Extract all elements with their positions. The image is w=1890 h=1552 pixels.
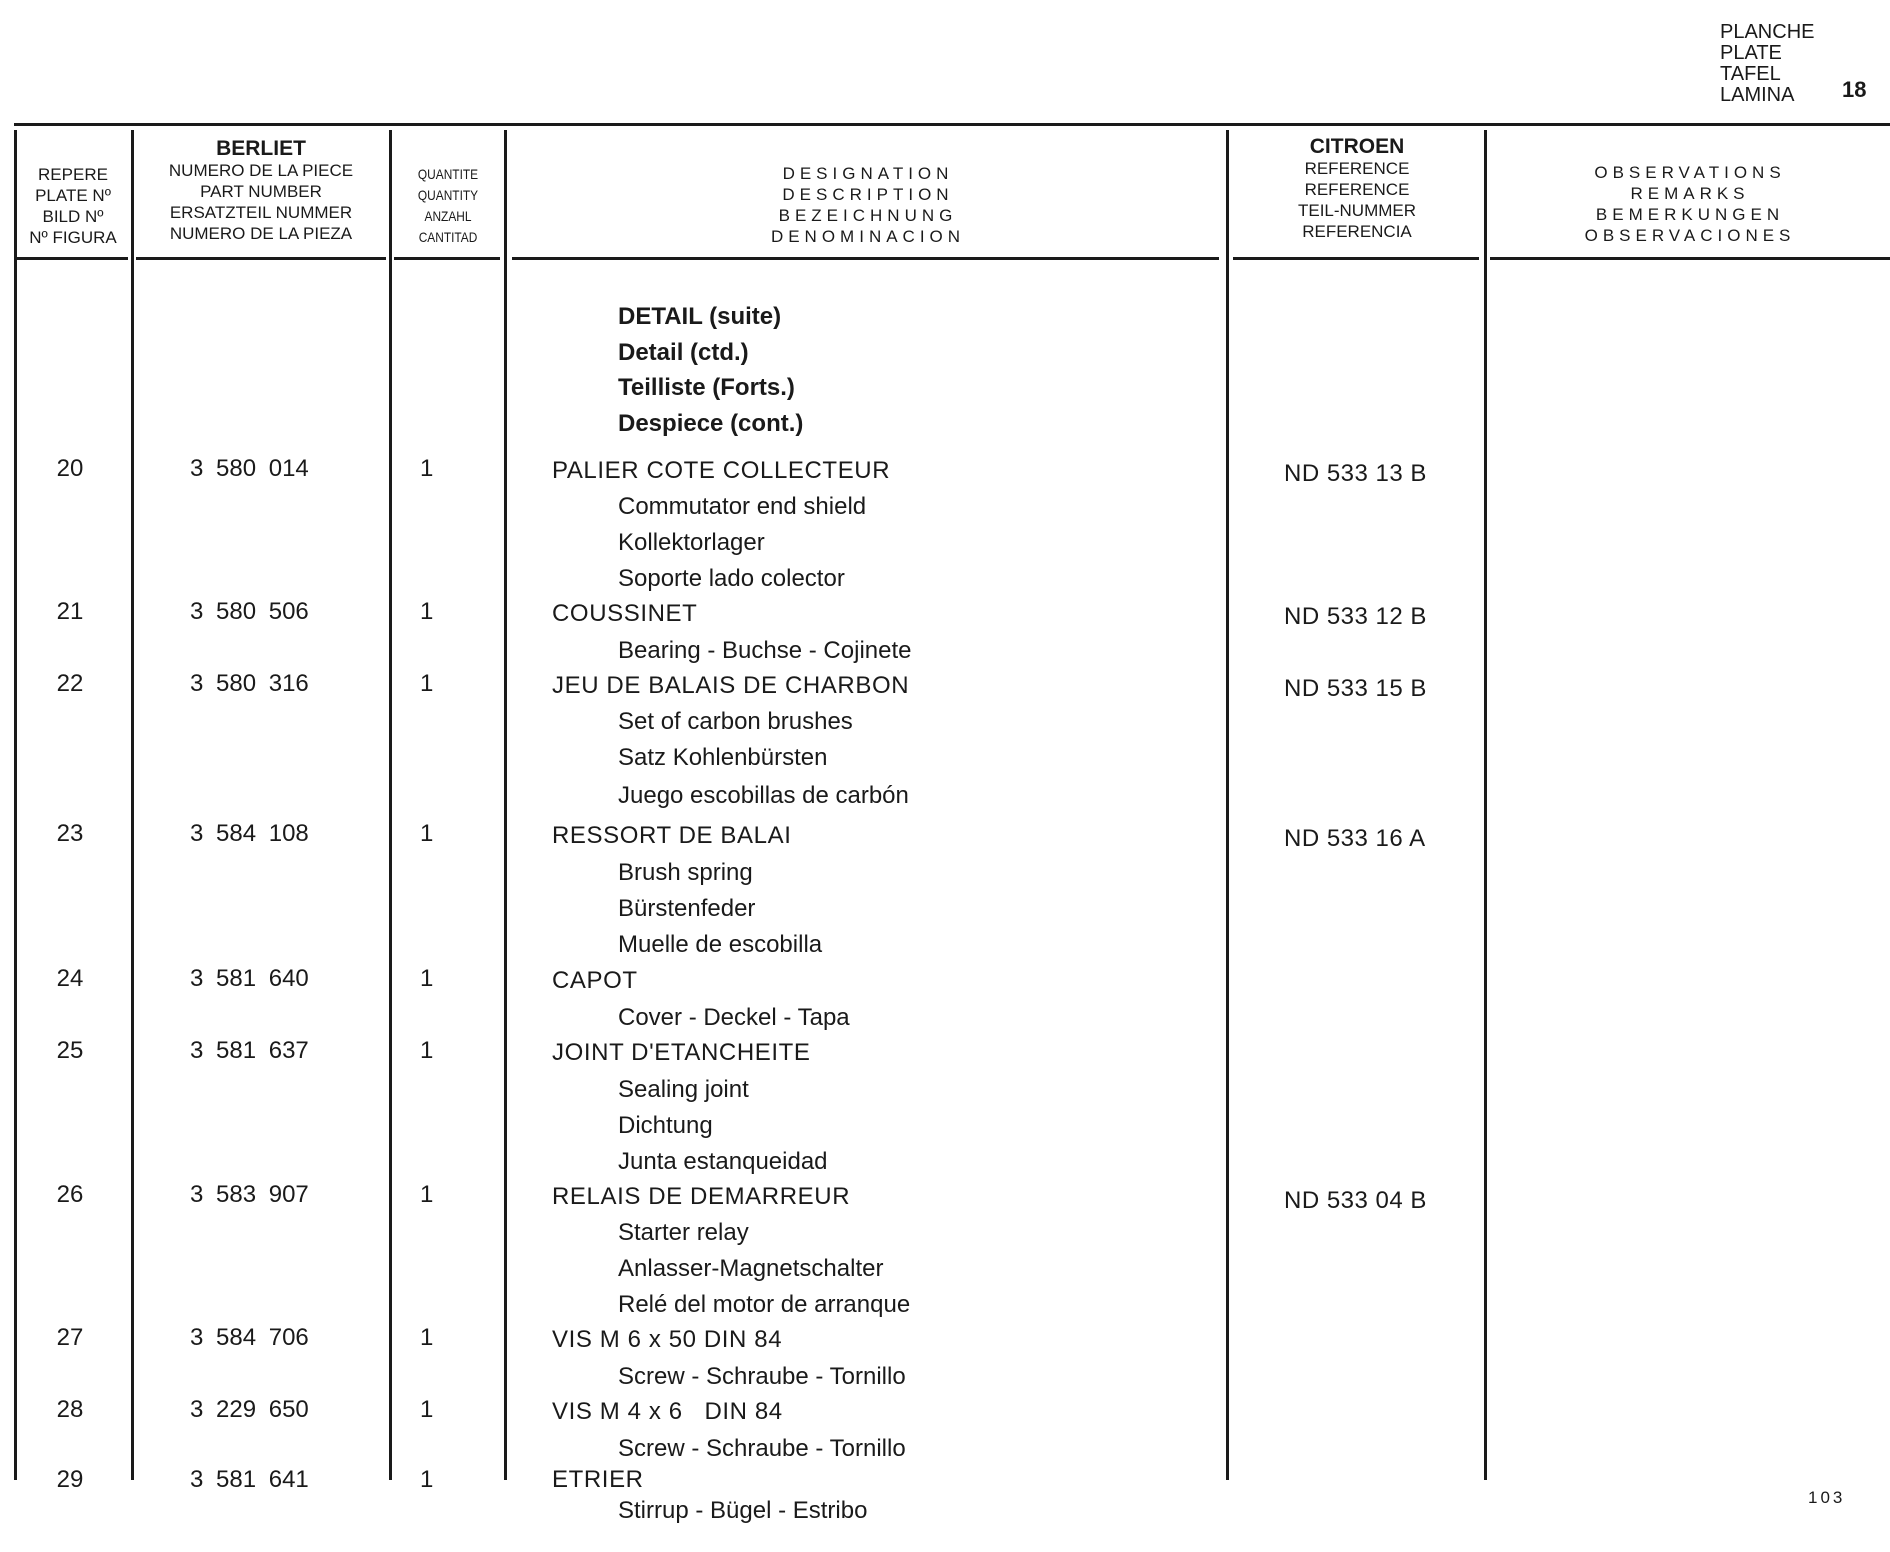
header-line: OBSERVACIONES	[1584, 226, 1796, 245]
header-rule	[512, 257, 1219, 260]
row-subtext: Brush spring	[618, 859, 753, 886]
header-line: ERSATZTEIL NUMMER	[169, 203, 353, 222]
header-line: DESIGNATION	[782, 164, 954, 183]
row-citroen-ref: ND 533 13 B	[1284, 460, 1427, 487]
header-line: BEZEICHNUNG	[778, 206, 958, 225]
row-subtext: Bearing - Buchse - Cojinete	[618, 637, 912, 664]
row-part-number: 3 581 637	[190, 1037, 309, 1064]
row-subtext: Anlasser-Magnetschalter	[618, 1255, 884, 1282]
column-divider	[389, 130, 392, 1480]
row-repere: 22	[56, 670, 84, 697]
row-quantity: 1	[420, 820, 434, 847]
header-line: ANZAHL	[424, 208, 472, 224]
header-rule	[136, 257, 386, 260]
header-line: CANTITAD	[418, 229, 478, 245]
header-line: REFERENCIA	[1302, 222, 1412, 241]
row-subtext: Cover - Deckel - Tapa	[618, 1004, 850, 1031]
row-part-number: 3 580 316	[190, 670, 309, 697]
row-designation: ETRIER	[552, 1466, 644, 1493]
header-line: DENOMINACION	[770, 227, 966, 246]
header-citroen	[1232, 136, 1482, 242]
plate-word: LAMINA	[1720, 84, 1795, 106]
detail-heading-de: Teilliste (Forts.)	[618, 374, 795, 401]
plate-number: 18	[1842, 77, 1867, 102]
row-subtext: Bürstenfeder	[618, 895, 756, 922]
row-repere: 25	[56, 1037, 84, 1064]
header-line: Nº FIGURA	[29, 228, 117, 247]
row-designation: VIS M 4 x 6 DIN 84	[552, 1398, 783, 1425]
row-subtext: Starter relay	[618, 1219, 749, 1246]
header-rule	[1233, 257, 1479, 260]
column-divider	[1226, 130, 1229, 1480]
row-subtext: Satz Kohlenbürsten	[618, 744, 828, 771]
row-repere: 20	[56, 455, 84, 482]
row-designation: JOINT D'ETANCHEITE	[552, 1039, 811, 1066]
header-rule	[1490, 257, 1890, 260]
row-repere: 21	[56, 598, 84, 625]
row-quantity: 1	[420, 670, 434, 697]
row-designation: RESSORT DE BALAI	[552, 822, 792, 849]
column-divider	[504, 130, 507, 1480]
row-repere: 23	[56, 820, 84, 847]
row-part-number: 3 583 907	[190, 1181, 309, 1208]
row-subtext: Screw - Schraube - Tornillo	[618, 1363, 906, 1390]
row-designation: RELAIS DE DEMARREUR	[552, 1183, 851, 1210]
header-line: NUMERO DE LA PIEZA	[169, 224, 353, 243]
header-rule	[394, 257, 500, 260]
header-designation	[512, 163, 1224, 247]
header-line: PLATE Nº	[35, 186, 111, 205]
row-quantity: 1	[420, 1324, 434, 1351]
row-citroen-ref: ND 533 04 B	[1284, 1187, 1427, 1214]
row-part-number: 3 581 640	[190, 965, 309, 992]
row-citroen-ref: ND 533 12 B	[1284, 603, 1427, 630]
header-line: BEMERKUNGEN	[1595, 205, 1785, 224]
row-designation: VIS M 6 x 50 DIN 84	[552, 1326, 783, 1353]
header-line: OBSERVATIONS	[1594, 163, 1786, 182]
berliet-title: BERLIET	[216, 137, 306, 160]
row-part-number: 3 580 014	[190, 455, 309, 482]
row-designation: PALIER COTE COLLECTEUR	[552, 457, 891, 484]
header-observations	[1490, 162, 1890, 246]
plate-word: PLATE	[1720, 42, 1782, 64]
header-line: REFERENCE	[1304, 159, 1410, 178]
plate-word: PLANCHE	[1720, 21, 1815, 43]
row-subtext: Set of carbon brushes	[618, 708, 853, 735]
row-quantity: 1	[420, 1396, 434, 1423]
row-repere: 29	[56, 1466, 84, 1493]
page-number: 103	[1808, 1488, 1846, 1507]
citroen-title: CITROEN	[1309, 135, 1405, 158]
row-subtext: Sealing joint	[618, 1076, 749, 1103]
plate-word: TAFEL	[1720, 63, 1781, 85]
row-subtext: Relé del motor de arranque	[618, 1291, 911, 1318]
row-repere: 24	[56, 965, 84, 992]
row-part-number: 3 229 650	[190, 1396, 309, 1423]
row-subtext: Soporte lado colector	[618, 565, 845, 592]
row-part-number: 3 581 641	[190, 1466, 309, 1493]
row-subtext: Screw - Schraube - Tornillo	[618, 1435, 906, 1462]
row-subtext: Junta estanqueidad	[618, 1148, 828, 1175]
header-line: REPERE	[38, 165, 108, 184]
header-line: TEIL-NUMMER	[1297, 201, 1417, 220]
row-part-number: 3 584 108	[190, 820, 309, 847]
detail-heading-es: Despiece (cont.)	[618, 410, 804, 437]
detail-heading-en: Detail (ctd.)	[618, 339, 749, 366]
header-line: PART NUMBER	[200, 182, 322, 201]
row-citroen-ref: ND 533 16 A	[1284, 825, 1426, 852]
row-repere: 26	[56, 1181, 84, 1208]
row-quantity: 1	[420, 1037, 434, 1064]
plate-label	[1720, 22, 1814, 106]
column-divider	[14, 130, 17, 1480]
header-line: BILD Nº	[42, 207, 104, 226]
row-quantity: 1	[420, 598, 434, 625]
row-part-number: 3 580 506	[190, 598, 309, 625]
row-quantity: 1	[420, 965, 434, 992]
row-quantity: 1	[420, 455, 434, 482]
row-designation: COUSSINET	[552, 600, 698, 627]
row-quantity: 1	[420, 1466, 434, 1493]
header-line: NUMERO DE LA PIECE	[168, 161, 354, 180]
header-berliet	[135, 138, 387, 244]
header-repere	[17, 164, 129, 248]
row-quantity: 1	[420, 1181, 434, 1208]
column-divider	[131, 130, 134, 1480]
row-subtext: Juego escobillas de carbón	[618, 782, 909, 809]
row-subtext: Commutator end shield	[618, 493, 867, 520]
row-subtext: Kollektorlager	[618, 529, 765, 556]
header-line: QUANTITY	[417, 187, 479, 203]
header-quantity	[401, 164, 495, 248]
row-subtext: Muelle de escobilla	[618, 931, 823, 958]
detail-heading-fr: DETAIL (suite)	[618, 303, 782, 330]
row-designation: CAPOT	[552, 967, 638, 994]
header-line: DESCRIPTION	[782, 185, 954, 204]
row-citroen-ref: ND 533 15 B	[1284, 675, 1427, 702]
table-top-rule	[14, 123, 1890, 126]
row-repere: 27	[56, 1324, 84, 1351]
header-line: REFERENCE	[1304, 180, 1410, 199]
row-part-number: 3 584 706	[190, 1324, 309, 1351]
header-line: REMARKS	[1630, 184, 1750, 203]
header-rule	[16, 257, 128, 260]
row-subtext: Stirrup - Bügel - Estribo	[618, 1497, 868, 1524]
column-divider	[1484, 130, 1487, 1480]
row-designation: JEU DE BALAIS DE CHARBON	[552, 672, 910, 699]
row-repere: 28	[56, 1396, 84, 1423]
header-line: QUANTITE	[417, 166, 479, 182]
row-subtext: Dichtung	[618, 1112, 713, 1139]
